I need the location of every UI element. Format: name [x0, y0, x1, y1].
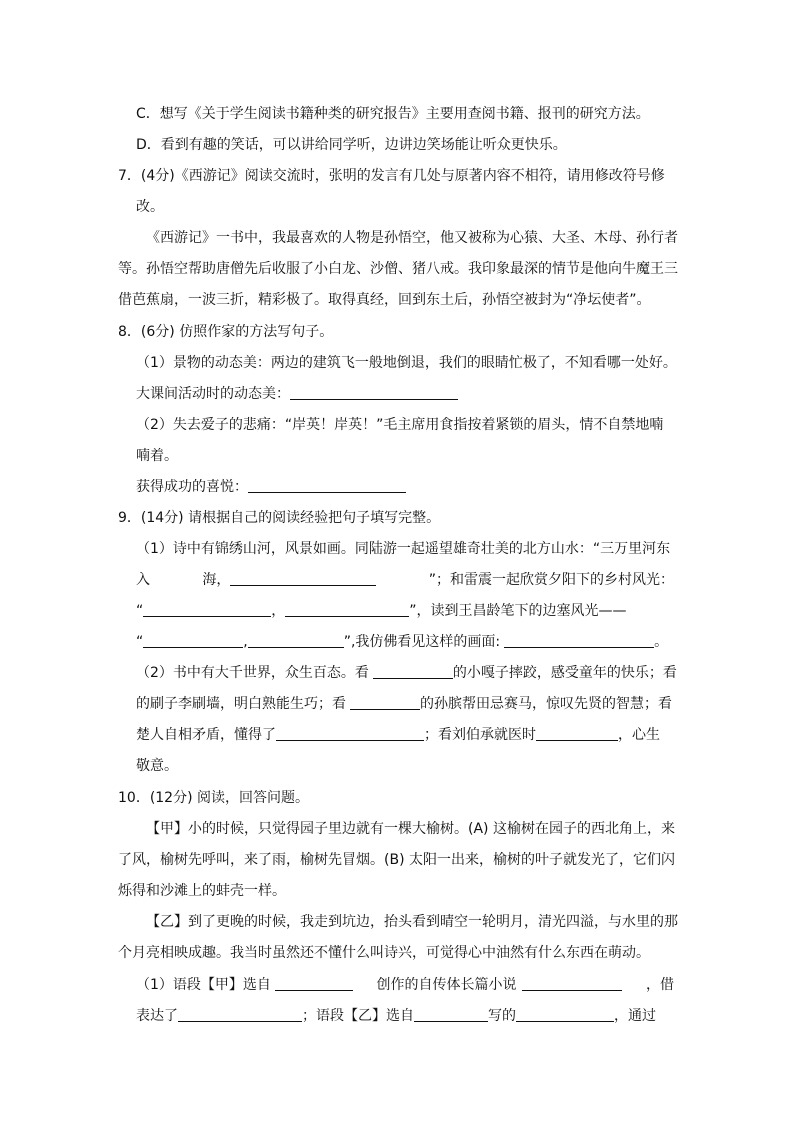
q9-sub1-line: （1）诗中有锦绣山河，风景如画。同陆游一起遥望雄奇壮美的北方山水：“三万里河东: [136, 541, 671, 557]
answer-blank[interactable]: [143, 602, 271, 617]
text-segment: （2）书中有大千世界，众生百态。看: [136, 665, 369, 681]
answer-blank[interactable]: [275, 976, 353, 991]
q9-sub1-row4: [136, 633, 668, 651]
q10-passage-jia: 了风，榆树先呼叫，来了雨，榆树先冒烟。(B) 太阳一出来，榆树的叶子就发光了，它们闪: [118, 852, 675, 868]
q10-passage-yi: 【乙】到了更晚的时候，我走到坑边，抬头看到晴空一轮明月，清光四溢，与水里的那: [146, 914, 678, 930]
text-segment: 。: [654, 634, 669, 650]
q7-stem: 7．(4分)《西游记》阅读交流时，张明的发言有几处与原著内容不相符，请用修改符号修: [118, 168, 665, 184]
text-segment: 楚人自相矛盾，懂得了: [136, 727, 276, 743]
q7-paragraph-line: 等。孙悟空帮助唐僧先后收服了小白龙、沙僧、猪八戒。我印象最深的情节是他向牛魔王三: [118, 261, 678, 277]
text-segment: ，心生: [618, 727, 660, 743]
q8-sub2-prompt: 获得成功的喜悦：: [136, 479, 248, 495]
q9-sub1-row2: [136, 571, 674, 589]
answer-blank[interactable]: [536, 726, 618, 741]
q7-paragraph-line: 借芭蕉扇，一波三折，精彩极了。取得真经，回到东土后，孙悟空被封为“净坛使者”。: [118, 292, 651, 308]
text-segment: ，借: [645, 977, 674, 993]
q10-passage-jia: 烁得和沙滩上的蚌壳一样。: [118, 883, 286, 899]
text-segment: 表达了: [136, 1008, 178, 1024]
text-segment: ,: [243, 634, 248, 650]
q9-sub2-row1: [136, 664, 677, 682]
answer-blank[interactable]: [290, 385, 458, 400]
text-segment: ，通过: [614, 1008, 656, 1024]
q10-stem: 10．(12分) 阅读，回答问题。: [118, 790, 310, 806]
text-segment: 创作的自传体长篇小说: [376, 977, 517, 993]
text-segment: 的刷子李刷墙，明白熟能生巧；看: [136, 696, 346, 712]
q9-sub1-row3: [136, 602, 627, 620]
q9-sub2-row4: 敬意。: [136, 758, 178, 774]
answer-blank[interactable]: [522, 976, 622, 991]
answer-blank[interactable]: [276, 726, 424, 741]
text-segment: 写的: [488, 1008, 516, 1024]
q6-option-c: C．想写《关于学生阅读书籍种类的研究报告》主要用查阅书籍、报刊的研究方法。: [136, 106, 650, 122]
q10-passage-jia: 【甲】小的时候，只觉得园子里边就有一棵大榆树。(A) 这榆树在园子的西北角上，来: [146, 821, 675, 837]
answer-blank[interactable]: [143, 633, 243, 648]
answer-blank[interactable]: [248, 478, 406, 493]
text-segment: ”；和雷震一起欣赏夕阳下的乡村风光：: [428, 572, 674, 588]
q8-sub1-answer-row: [136, 385, 458, 403]
q8-sub2-cont: 喃着。: [136, 448, 178, 464]
answer-blank[interactable]: [350, 695, 420, 710]
q10-passage-yi: 个月亮相映成趣。我当时虽然还不懂什么叫诗兴，可觉得心中油然有什么东西在萌动。: [118, 945, 650, 961]
q8-sub1: （1）景物的动态美：两边的建筑飞一般地倒退，我们的眼睛忙极了，不知看哪一处好。: [136, 355, 677, 371]
q9-sub2-row2: [136, 695, 672, 713]
answer-blank[interactable]: [373, 664, 453, 679]
answer-blank[interactable]: [504, 633, 654, 648]
text-segment: 入: [136, 572, 150, 588]
answer-blank[interactable]: [285, 602, 409, 617]
text-segment: “: [136, 634, 144, 650]
text-segment: ；看刘伯承就医时: [424, 727, 536, 743]
text-segment: “: [136, 603, 144, 619]
text-segment: 的孙膑帮田忌赛马，惊叹先贤的智慧；看: [420, 696, 672, 712]
q7-paragraph-line: 《西游记》一书中，我最喜欢的人物是孙悟空，他又被称为心猿、大圣、木母、孙行者: [146, 230, 678, 246]
text-segment: （1）语段【甲】选自: [136, 977, 271, 993]
answer-blank[interactable]: [516, 1007, 614, 1022]
text-segment: ，: [271, 603, 286, 619]
q8-sub1-prompt: 大课间活动时的动态美：: [136, 386, 290, 402]
text-segment: ”，读到王昌龄笔下的边塞风光——: [409, 603, 627, 619]
q10-sub1-row2: [136, 1007, 656, 1025]
text-segment: 海，: [202, 572, 231, 588]
q9-sub2-row3: [136, 726, 660, 744]
q8-sub2-answer-row: [136, 478, 406, 496]
answer-blank[interactable]: [230, 571, 376, 586]
q6-option-d: D．看到有趣的笑话，可以讲给同学听，边讲边笑场能让听众更快乐。: [136, 137, 567, 153]
q8-stem: 8．(6分) 仿照作家的方法写句子。: [118, 324, 334, 340]
text-segment: ；语段【乙】选自: [302, 1008, 414, 1024]
answer-blank[interactable]: [414, 1007, 488, 1022]
text-segment: 的小嘎子摔跤，感受童年的快乐；看: [452, 665, 677, 681]
q8-sub2: （2）失去爱子的悲痛：“岸英！岸英！”毛主席用食指按着紧锁的眉头，情不自禁地喃: [136, 417, 664, 433]
text-segment: ”,我仿佛看见这样的画面:: [343, 634, 501, 650]
answer-blank[interactable]: [248, 633, 344, 648]
answer-blank[interactable]: [178, 1007, 302, 1022]
q10-sub1-row1: [136, 976, 674, 994]
q9-stem: 9．(14分) 请根据自己的阅读经验把句子填写完整。: [118, 510, 441, 526]
q7-stem-cont: 改。: [136, 199, 164, 215]
